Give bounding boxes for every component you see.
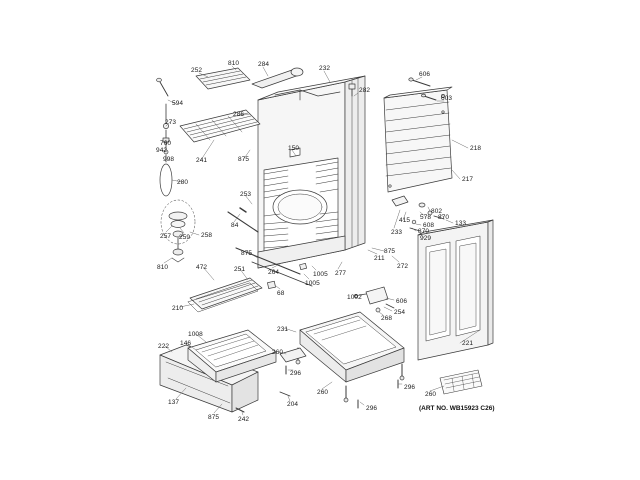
- callout-label: 251: [234, 266, 246, 273]
- callout-label: 608: [423, 222, 435, 229]
- callout-label: 68: [277, 290, 285, 297]
- callout-label: 146: [180, 340, 192, 347]
- burner-grate-small: [196, 68, 250, 89]
- callout-label: 257: [160, 233, 172, 240]
- callout-label: 258: [201, 232, 213, 239]
- callout-label: 286: [233, 111, 245, 118]
- callout-label: 606: [396, 298, 408, 305]
- callout-label: 210: [172, 305, 184, 312]
- callout-label: 296: [366, 405, 378, 412]
- callout-label: 259: [179, 234, 191, 241]
- callout-label: 233: [391, 229, 403, 236]
- callout-label: 260: [317, 389, 329, 396]
- callout-label: 231: [277, 326, 289, 333]
- callout-label: 253: [240, 191, 252, 198]
- callout-label: 998: [163, 156, 175, 163]
- callout-label: 277: [335, 270, 347, 277]
- callout-label: 870: [418, 228, 430, 235]
- callout-label: 218: [470, 145, 482, 152]
- callout-label: 875: [384, 248, 396, 255]
- callout-label: 875: [241, 250, 253, 257]
- callout-label: 875: [208, 414, 220, 421]
- callout-label: 221: [462, 340, 474, 347]
- callout-label: 254: [394, 309, 406, 316]
- callout-label: 264: [268, 269, 280, 276]
- callout-label: 204: [287, 401, 299, 408]
- callout-label: 150: [288, 145, 300, 152]
- callout-label: 260: [272, 349, 284, 356]
- oven-rack: [180, 110, 260, 142]
- callout-label: 1005: [313, 271, 328, 278]
- callout-label: 810: [157, 264, 169, 271]
- callout-label: 273: [165, 119, 177, 126]
- callout-label: 137: [168, 399, 180, 406]
- callout-label: 232: [319, 65, 331, 72]
- callout-label: 84: [231, 222, 239, 229]
- callout-label: 1002: [347, 294, 362, 301]
- callout-label: 594: [172, 100, 184, 107]
- callout-label: 242: [238, 416, 250, 423]
- callout-label: 284: [258, 61, 270, 68]
- callout-label: 810: [228, 60, 240, 67]
- callout-label: 870: [438, 214, 450, 221]
- callout-label: 217: [462, 176, 474, 183]
- callout-label: 296: [290, 370, 302, 377]
- top-trim-bar: [252, 68, 303, 88]
- callout-label: 942: [156, 147, 168, 154]
- callout-label: 260: [425, 391, 437, 398]
- drawer-rack-upper: [188, 278, 262, 312]
- callout-label: 296: [404, 384, 416, 391]
- callout-label: 211: [374, 255, 385, 262]
- oven-cavity-body: [258, 76, 365, 268]
- callout-label: 760: [160, 140, 172, 147]
- callout-label: 282: [359, 87, 371, 94]
- callout-label: 252: [191, 67, 203, 74]
- callout-label: 802: [431, 208, 443, 215]
- callout-label: 268: [381, 315, 393, 322]
- callout-label: 222: [158, 343, 170, 350]
- callout-label: 472: [196, 264, 208, 271]
- callout-label: 415: [399, 217, 411, 224]
- callout-label: 606: [419, 71, 431, 78]
- callout-label: 280: [177, 179, 189, 186]
- art-number-label: (ART NO. WB15923 C26): [419, 405, 495, 412]
- callout-label: 272: [397, 263, 409, 270]
- callout-label: 1008: [188, 331, 203, 338]
- callout-label: 1005: [305, 280, 320, 287]
- callout-label: 133: [455, 220, 467, 227]
- callout-label: 875: [238, 156, 250, 163]
- callout-label: 929: [420, 235, 432, 242]
- callout-label: 241: [196, 157, 208, 164]
- callout-label: 603: [441, 95, 453, 102]
- callout-label: 578: [420, 214, 432, 221]
